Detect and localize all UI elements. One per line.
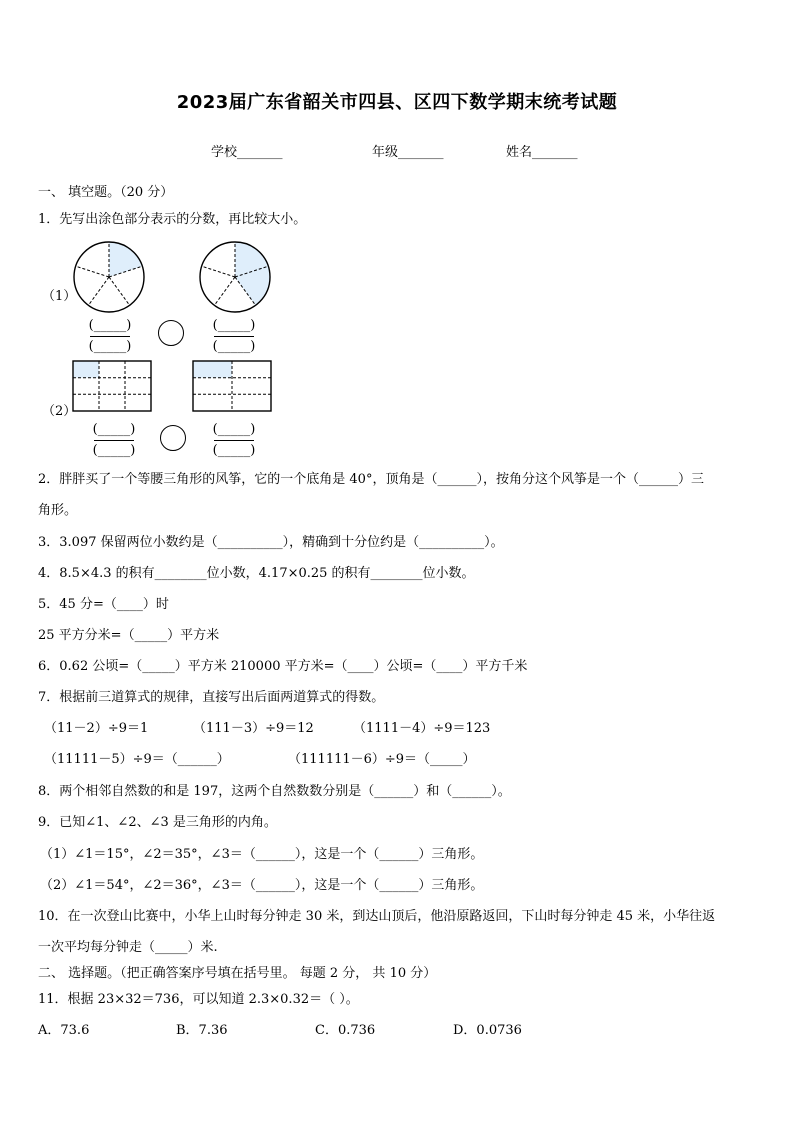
q1-part2-label: （2） <box>42 404 77 419</box>
q7-eq1: （11－2）÷9＝1 <box>44 721 149 736</box>
q9-sub2: （2）∠1＝54°，∠2＝36°，∠3＝（______），这是一个（______）三角形。 <box>40 878 484 893</box>
q1-fraction-3 <box>90 422 138 459</box>
q1-fraction-4 <box>210 422 258 459</box>
q3-text: 3．3.097 保留两位小数约是（__________），精确到十分位约是（__________）。 <box>38 535 504 550</box>
q1-fraction-4-bottom: (_____) <box>212 443 256 458</box>
q11-option-c[interactable]: C．0.736 <box>315 1023 376 1038</box>
q11-option-a[interactable]: A．73.6 <box>38 1023 90 1038</box>
q11-option-b[interactable]: B．7.36 <box>176 1023 228 1038</box>
q1-fraction-1-top: (_____) <box>88 318 132 333</box>
q1-compare-circle-2[interactable] <box>160 425 186 451</box>
q1-fraction-2-bottom: (_____) <box>212 339 256 354</box>
q7-eq4: （11111－5）÷9＝（______） <box>44 752 230 767</box>
q1-fraction-2 <box>210 318 258 355</box>
name-field: 姓名_______ <box>506 145 578 160</box>
q2-line1: 2．胖胖买了一个等腰三角形的风筝，它的一个底角是 40°，顶角是（______），按角分这个风筝是一个（______）三 <box>38 472 704 487</box>
q1-rect-left-shaded-cell <box>73 361 99 378</box>
q1-rect-left <box>73 361 151 411</box>
q1-text: 1．先写出涂色部分表示的分数，再比较大小。 <box>38 212 307 227</box>
section1-heading: 一、 填空题。（20 分） <box>38 185 174 200</box>
q1-fraction-1 <box>86 318 134 355</box>
q4-text: 4．8.5×4.3 的积有________位小数，4.17×0.25 的积有________位小数。 <box>38 566 475 581</box>
q11-option-d[interactable]: D．0.0736 <box>453 1023 522 1038</box>
q1-part1-label: （1） <box>42 289 77 304</box>
q1-fraction-2-top: (_____) <box>212 318 256 333</box>
q1-fraction-1-bottom: (_____) <box>88 339 132 354</box>
q7-text: 7．根据前三道算式的规律，直接写出后面两道算式的得数。 <box>38 690 385 705</box>
q1-rect-right-shaded-cell <box>193 361 232 378</box>
q1-circle-right <box>198 240 272 314</box>
q1-circle-left <box>72 240 146 314</box>
q2-line2: 角形。 <box>38 503 78 518</box>
grade-field: 年级_______ <box>372 145 444 160</box>
section2-heading: 二、 选择题。（把正确答案序号填在括号里。 每题 2 分， 共 10 分） <box>38 966 437 981</box>
q6-text: 6．0.62 公顷=（_____）平方米 210000 平方米=（____）公顷=（____）平方千米 <box>38 659 528 674</box>
page-title: 2023届广东省韶关市四县、区四下数学期末统考试题 <box>176 92 618 113</box>
q9-text: 9．已知∠1、∠2、∠3 是三角形的内角。 <box>38 815 277 830</box>
q8-text: 8．两个相邻自然数的和是 197，这两个自然数数分别是（______）和（______）。 <box>38 784 511 799</box>
q10-line2: 一次平均每分钟走（_____）米. <box>38 940 218 955</box>
q7-eq2: （111－3）÷9＝12 <box>193 721 314 736</box>
q1-fraction-3-bottom: (_____) <box>92 443 136 458</box>
q1-fraction-4-top: (_____) <box>212 422 256 437</box>
q1-compare-circle-1[interactable] <box>158 320 184 346</box>
q5-line1: 5．45 分=（____）时 <box>38 597 169 612</box>
school-field: 学校_______ <box>211 145 283 160</box>
q1-fraction-3-top: (_____) <box>92 422 136 437</box>
q7-eq5: （111111－6）÷9＝（_____） <box>288 752 476 767</box>
q10-line1: 10．在一次登山比赛中，小华上山时每分钟走 30 米，到达山顶后，他沿原路返回，下山时每分钟走 45 米，小华往返 <box>38 909 716 924</box>
q5-line2: 25 平方分米=（_____）平方米 <box>38 628 220 643</box>
q11-text: 11．根据 23×32＝736，可以知道 2.3×0.32＝（ ）。 <box>38 992 359 1007</box>
q1-rect-right <box>193 361 271 411</box>
q9-sub1: （1）∠1＝15°，∠2＝35°，∠3＝（______），这是一个（______）三角形。 <box>40 847 484 862</box>
q7-eq3: （1111－4）÷9＝123 <box>353 721 491 736</box>
